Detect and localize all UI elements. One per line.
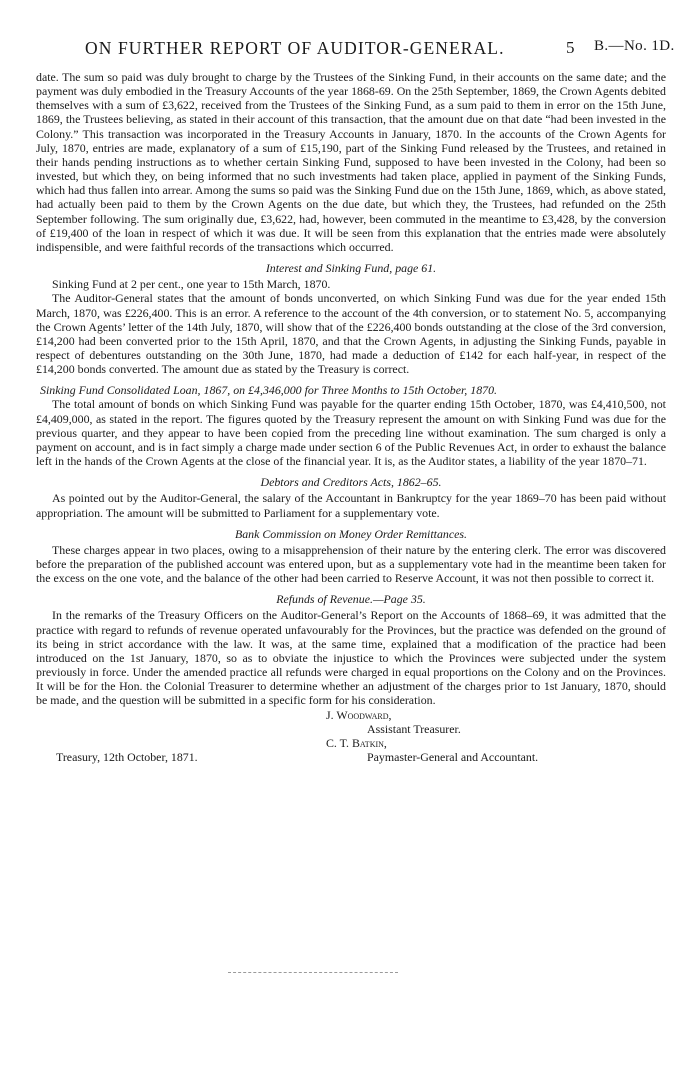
page-header [0, 38, 700, 60]
paragraph-accountant-salary: As pointed out by the Auditor-General, the salary of the Accountant in Bankruptcy for the year 1869–70 has been paid without appropriation. The amount will be submitted to Parliament for a supplementary vote. [36, 491, 666, 520]
paragraph-sinking-fund-rate: Sinking Fund at 2 per cent., one year to 15th March, 1870. [52, 277, 331, 292]
document-body [36, 70, 666, 764]
section-heading-consolidated-loan: Sinking Fund Consolidated Loan, 1867, on £4,346,000 for Three Months to 15th October, 1870. [40, 383, 498, 398]
section-heading-debtors-creditors: Debtors and Creditors Acts, 1862–65. [260, 475, 442, 490]
closing-line [36, 750, 666, 764]
page-number: 5 [566, 38, 575, 57]
signatory-role-paymaster: Paymaster-General and Accountant. [367, 750, 539, 765]
section-heading-interest-sinking-fund: Interest and Sinking Fund, page 61. [265, 261, 437, 276]
paragraph-continuation: date. The sum so paid was duly brought to charge by the Trustees of the Sinking Fund, in their accounts on the same date; and the payment was duly embodied in the Treasury Accounts of the year 1868-69. On the 25th September, 1869, the Crown Agents debited themselves with a sum of £3,622, received from the Trustees of the Sinking Fund, as a sum paid to them in error on the 15th June, 1869, the Trustees believing, as stated in their account of this transaction, that the amount due on that date “had been invested in the Colony.” This transaction was incorporated in the Treasury Accounts in January, 1870. In the accounts of the Crown Agents for July, 1870, entries are made, explanatory of a sum of £15,190, part of the Sinking Fund released by the Trustees, and retained in their hands pending instructions as to whether certain Sinking Fund, supposed to have been invested in the Colony, had been so invested, but which they, on being informed that no such investments had taken place, applied in payment of the Sinking Funds, which had thus fallen into arrear. Among the sums so paid was the Sinking Fund due on the 15th June, 1869, which, as above stated, had actually been paid to them by the Crown Agents on the due date, but which they, the Trustees, had refunded on the 25th September following. The sum originally due, £3,622, had, however, been commuted in the meantime to £3,428, by the conversion of £19,400 of the loan in respect of which it was due. It will be seen from this explanation that the entries made were absolutely indispensible, and were faithful records of the transactions which occurred. [36, 70, 666, 254]
place-date: Treasury, 12th October, 1871. [56, 750, 198, 765]
signatory-name-batkin: C. T. Batkin, [326, 735, 387, 750]
section-heading-refunds-revenue: Refunds of Revenue.—Page 35. [276, 592, 426, 607]
paragraph-bonds-unconverted: The Auditor-General states that the amount of bonds unconverted, on which Sinking Fund was due for the year ended 15th March, 1870, was £226,400. This is an error. A reference to the account of the 4th conversion, or to statement No. 5, accompanying the Crown Agents’ letter of the 14th July, 1870, will show that of the £226,400 bonds outstanding at the close of the 3rd conversion, £14,200 had been converted prior to the 15th April, 1870, and that the Crown Agents, in adjusting the Sinking Funds, payable in respect of debentures outstanding on the 30th June, 1870, had made a deduction of £142 for each half-year, in respect of the £14,200 bonds converted. The amount due as stated by the Treasury is correct. [36, 291, 666, 377]
running-title: ON FURTHER REPORT OF AUDITOR-GENERAL. [85, 38, 505, 58]
section-heading-bank-commission: Bank Commission on Money Order Remittances. [234, 526, 468, 541]
signatory-role-assistant-treasurer: Assistant Treasurer. [367, 721, 461, 736]
document-reference: B.—No. 1D. [594, 38, 675, 54]
signatory-name-woodward: J. Woodward, [326, 707, 392, 722]
paragraph-charges-two-places: These charges appear in two places, owing to a misapprehension of their nature by the entering clerk. The error was discovered before the preparation of the published account was entered upon, but as a supplementary vote had in the meantime been taken for the excess on the one vote, and the balance of the other had been carried to Reserve Account, it was not then possible to correct it. [36, 542, 666, 586]
paragraph-refunds-practice: In the remarks of the Treasury Officers on the Auditor-General’s Report on the Accounts of 1868–69, it was admitted that the practice with regard to refunds of revenue operated unfavourably for the Provinces, but the practice was defended on the ground of its being in strict accordance with the law. It was, at the same time, explained that a modification of the practice had been introduced on the 1st January, 1870, so as to obviate the injustice to which the Provinces were subjected under the system previously in force. Under the amended practice all refunds were charged in equal proportions on the Colony and on the Provinces. It will be for the Hon. the Colonial Treasurer to determine whether an adjustment of the charges prior to 1st January, 1870, should be made, and the question will be submitted in a specific form for his consideration. [36, 608, 666, 708]
paragraph-bonds-total: The total amount of bonds on which Sinking Fund was payable for the quarter ending 15th October, 1870, was £4,410,500, not £4,409,000, as stated in the report. The figures quoted by the Treasury represent the amount on with Sinking Fund was due for the previous quarter, and they appear to have been copied from the preceding line without examination. The sum charged is only a payment on account, and is in fact simply a charge made under section 6 of the Public Revenues Act, in order to exhaust the balance left in the hands of the Crown Agents at the close of the financial year. It is, as the Auditor states, a liability of the year 1870–71. [36, 397, 666, 469]
end-rule [228, 972, 398, 973]
